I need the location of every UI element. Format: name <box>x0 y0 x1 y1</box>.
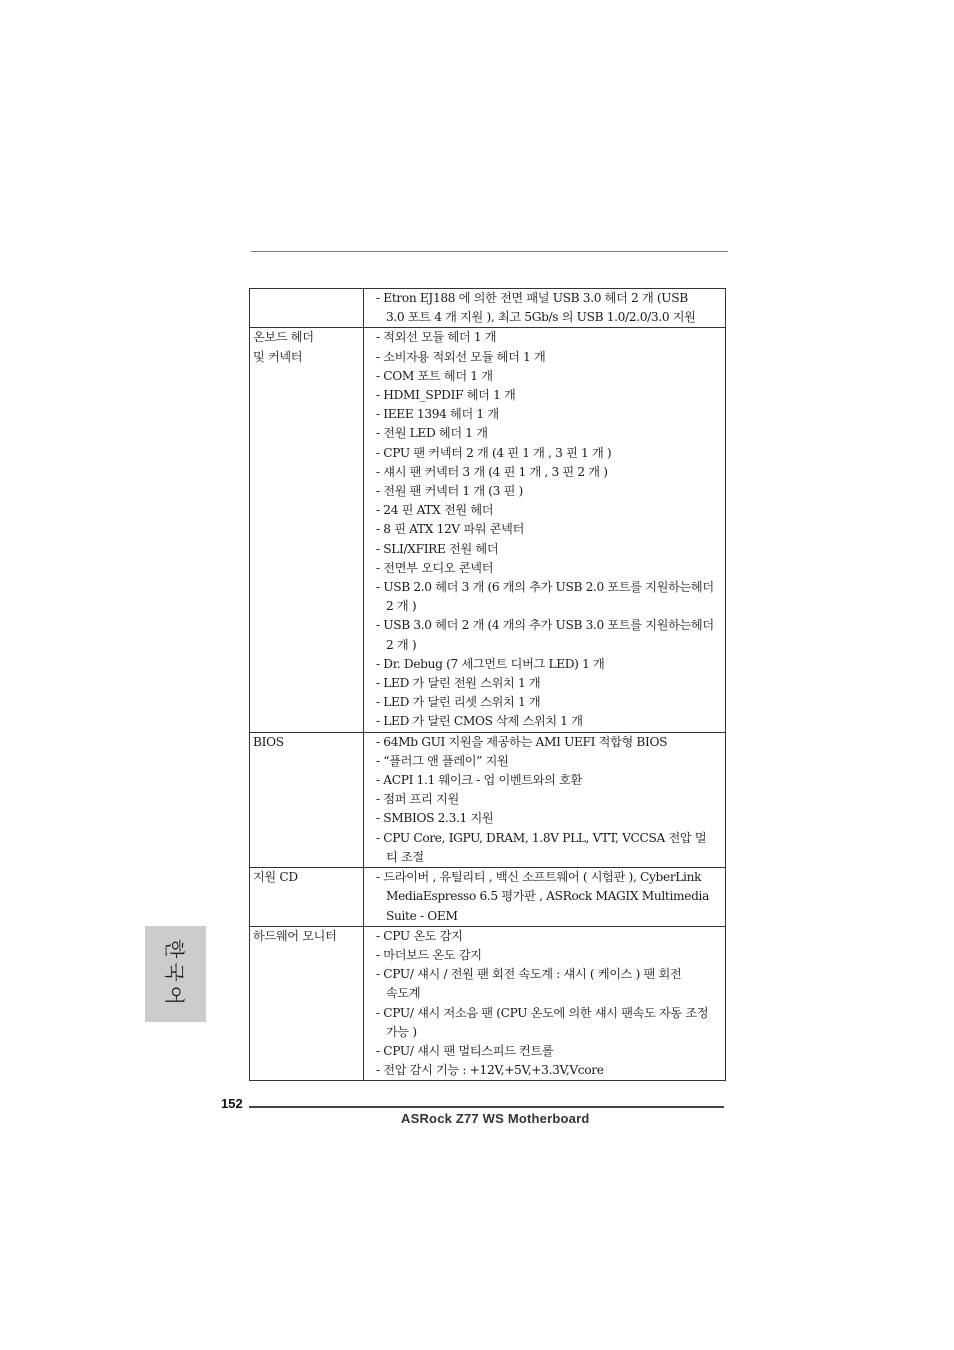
spec-item-line: - 마더보드 온도 감지 <box>376 947 482 962</box>
spec-item-line: - 24 핀 ATX 전원 헤더 <box>376 503 494 518</box>
spec-item-line: - Etron EJ188 에 의한 전면 패널 USB 3.0 헤더 2 개 (USB <box>376 291 688 305</box>
spec-label-line: 지원 CD <box>253 870 298 885</box>
spec-item-line: - 8 핀 ATX 12V 파워 콘넥터 <box>376 522 525 537</box>
spec-row <box>250 868 726 927</box>
spec-row-content <box>364 868 726 927</box>
spec-item-line: - USB 2.0 헤더 3 개 (6 개의 추가 USB 2.0 포트를 지원하는헤더 <box>376 580 714 595</box>
spec-item-line: - LED 가 달린 리셋 스위치 1 개 <box>376 695 541 710</box>
spec-item-line: - Dr. Debug (7 세그먼트 디버그 LED) 1 개 <box>376 656 605 671</box>
spec-item-line: - SMBIOS 2.3.1 지원 <box>376 811 494 826</box>
spec-item-line: - 전압 감시 기능 : +12V,+5V,+3.3V,Vcore <box>376 1063 604 1078</box>
spec-label-line: 온보드 헤더 <box>253 330 314 345</box>
spec-row-content <box>364 328 726 732</box>
spec-item-line: 티 조절 <box>386 849 424 864</box>
spec-item-line: - SLI/XFIRE 전원 헤더 <box>376 541 499 556</box>
spec-item-line: - 소비자용 적외선 모듈 헤더 1 개 <box>376 349 546 364</box>
spec-row <box>250 328 726 732</box>
spec-row <box>250 289 726 328</box>
spec-item-line: 2 개 ) <box>386 637 417 652</box>
spec-label-line: 및 커넥터 <box>253 349 303 364</box>
spec-item-line: - “플러그 앤 플레이” 지원 <box>376 753 509 768</box>
spec-label-line: BIOS <box>253 734 284 749</box>
spec-item-line: - 전원 팬 커넥터 1 개 (3 핀 ) <box>376 484 523 499</box>
spec-row-label <box>250 328 364 732</box>
spec-row-label <box>250 732 364 867</box>
footer-title: ASRock Z77 WS Motherboard <box>401 1111 590 1126</box>
spec-row-content <box>364 926 726 1081</box>
language-tab <box>145 926 206 1022</box>
spec-item-line: - USB 3.0 헤더 2 개 (4 개의 추가 USB 3.0 포트를 지원하는헤더 <box>376 618 714 633</box>
spec-item-line: 3.0 포트 4 개 지원 ), 최고 5Gb/s 의 USB 1.0/2.0/3.0 지원 <box>386 310 696 325</box>
spec-item-line: - 섀시 팬 커넥터 3 개 (4 핀 1 개 , 3 핀 2 개 ) <box>376 464 608 479</box>
spec-item-line: 2 개 ) <box>386 599 417 614</box>
top-rule <box>251 251 728 252</box>
spec-item-line: - CPU 온도 감지 <box>376 928 463 943</box>
spec-item-line: - 전원 LED 헤더 1 개 <box>376 426 488 441</box>
spec-item-line: - 64Mb GUI 지원을 제공하는 AMI UEFI 적합형 BIOS <box>376 734 668 749</box>
spec-item-line: - 적외선 모듈 헤더 1 개 <box>376 330 497 345</box>
spec-row <box>250 732 726 867</box>
spec-item-line: 가능 ) <box>386 1024 417 1039</box>
spec-item-line: - CPU 팬 커넥터 2 개 (4 핀 1 개 , 3 핀 1 개 ) <box>376 445 612 460</box>
spec-item-line: - COM 포트 헤더 1 개 <box>376 368 493 383</box>
page-number: 152 <box>221 1096 243 1111</box>
spec-table <box>249 288 726 1081</box>
spec-item-line: - CPU/ 섀시 저소음 팬 (CPU 온도에 의한 섀시 팬속도 자동 조정 <box>376 1005 709 1020</box>
spec-item-line: - IEEE 1394 헤더 1 개 <box>376 407 499 422</box>
spec-row-label <box>250 926 364 1081</box>
spec-row-label <box>250 289 364 328</box>
spec-item-line: - 점퍼 프리 지원 <box>376 792 459 807</box>
spec-row-content <box>364 732 726 867</box>
spec-label-line: 하드웨어 모니터 <box>253 928 337 943</box>
spec-table-body <box>250 289 726 1081</box>
spec-item-line: Suite - OEM <box>386 908 458 923</box>
language-tab-label: 한국어 <box>162 939 186 1009</box>
spec-item-line: - ACPI 1.1 웨이크 - 업 이벤트와의 호환 <box>376 773 582 788</box>
spec-item-line: - LED 가 달린 전원 스위치 1 개 <box>376 676 541 691</box>
spec-item-line: - 전면부 오디오 콘넥터 <box>376 560 494 575</box>
spec-item-line: MediaEspresso 6.5 평가판 , ASRock MAGIX Multimedia <box>386 889 710 904</box>
spec-item-line: - CPU/ 섀시 / 전원 팬 회전 속도계 : 섀시 ( 케이스 ) 팬 회전 <box>376 967 682 982</box>
spec-item-line: - LED 가 달린 CMOS 삭제 스위치 1 개 <box>376 714 583 729</box>
spec-item-line: - 드라이버 , 유틸리티 , 백신 소프트웨어 ( 시험판 ), CyberLink <box>376 870 702 885</box>
footer-rule <box>249 1106 724 1108</box>
spec-item-line: - CPU Core, IGPU, DRAM, 1.8V PLL, VTT, VCCSA 전압 멀 <box>376 830 707 845</box>
spec-row-label <box>250 868 364 927</box>
spec-item-line: 속도계 <box>386 986 421 1001</box>
spec-row <box>250 926 726 1081</box>
spec-item-line: - HDMI_SPDIF 헤더 1 개 <box>376 388 516 403</box>
spec-item-line: - CPU/ 섀시 팬 멀티스피드 컨트롤 <box>376 1043 554 1058</box>
spec-row-content <box>364 289 726 328</box>
